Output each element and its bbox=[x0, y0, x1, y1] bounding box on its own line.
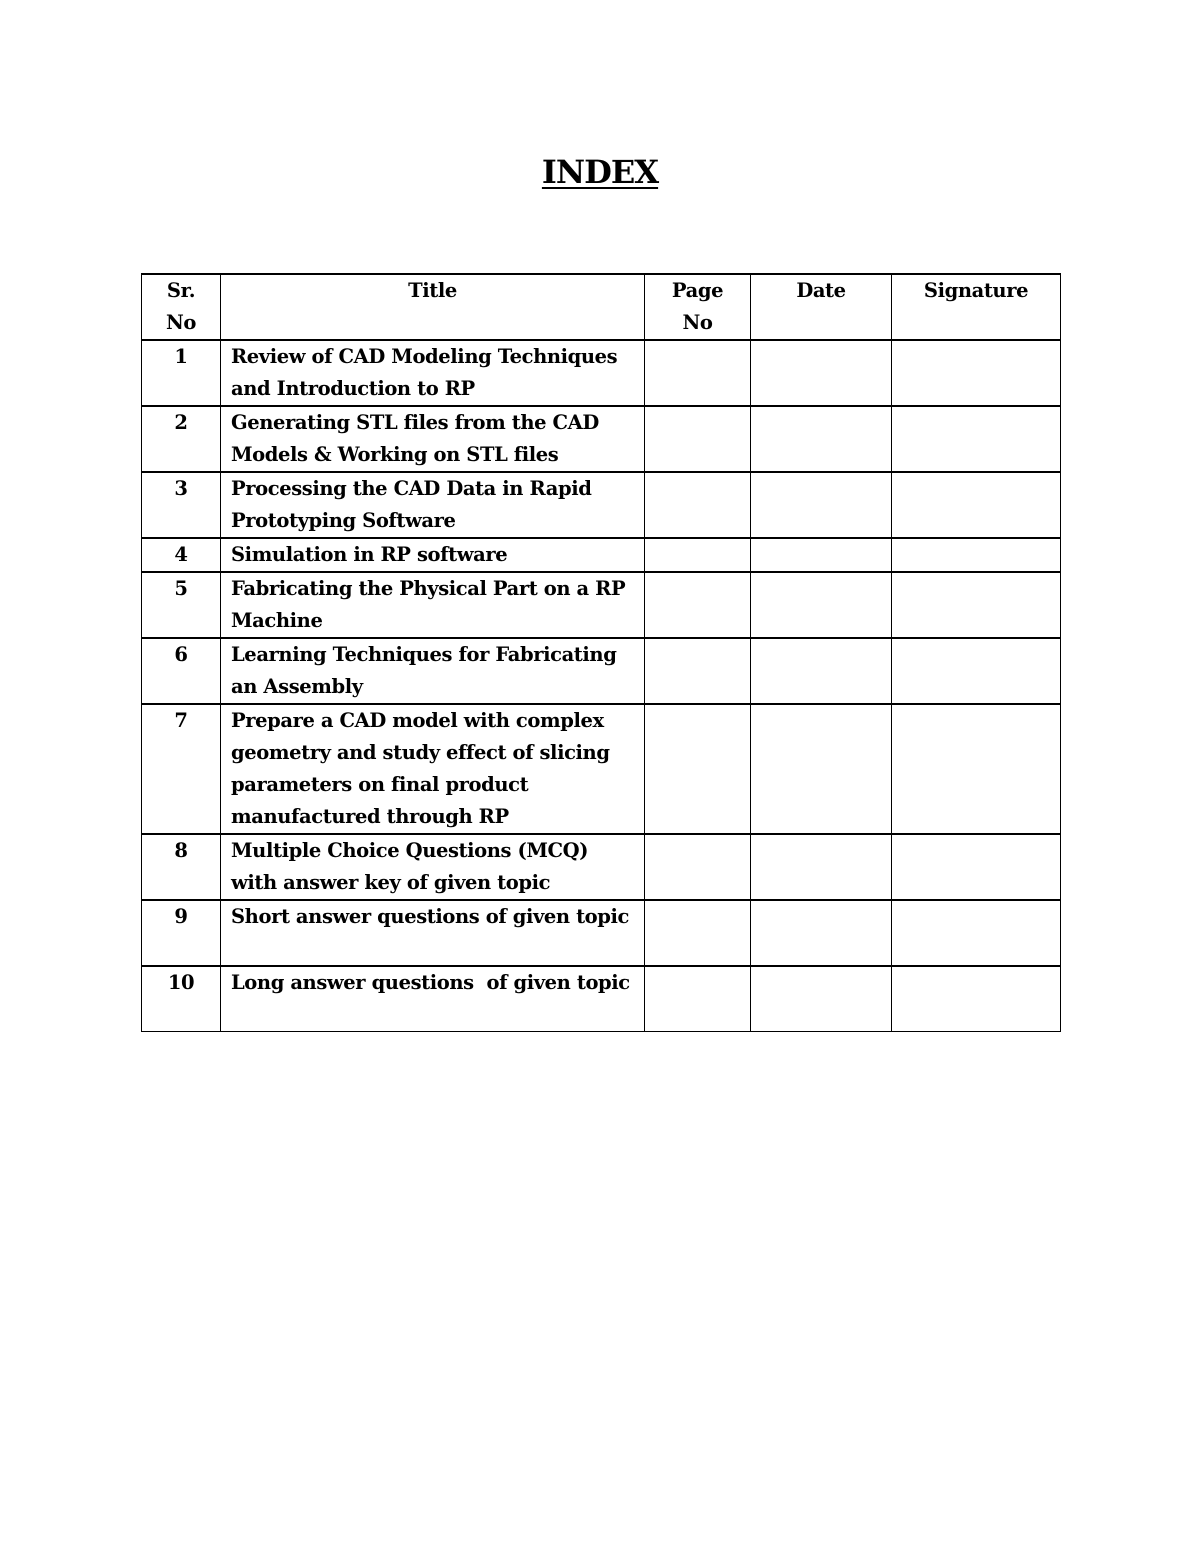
cell-sr-no: 10 bbox=[142, 966, 221, 1032]
cell-signature bbox=[892, 966, 1061, 1032]
cell-title: Generating STL files from the CAD Models & Working on STL files bbox=[221, 406, 645, 472]
cell-signature bbox=[892, 704, 1061, 834]
cell-date bbox=[751, 538, 892, 572]
cell-signature bbox=[892, 340, 1061, 406]
cell-sr-no: 9 bbox=[142, 900, 221, 966]
cell-page-no bbox=[645, 638, 751, 704]
cell-date bbox=[751, 966, 892, 1032]
page-title bbox=[0, 150, 1200, 194]
cell-sr-no: 1 bbox=[142, 340, 221, 406]
cell-title: Prepare a CAD model with complex geometry and study effect of slicing parameters on final product manufactured through RP bbox=[221, 704, 645, 834]
cell-title: Short answer questions of given topic bbox=[221, 900, 645, 966]
header-sr-no: Sr. No bbox=[142, 274, 221, 340]
cell-date bbox=[751, 572, 892, 638]
cell-sr-no: 5 bbox=[142, 572, 221, 638]
cell-title: Simulation in RP software bbox=[221, 538, 645, 572]
table-row bbox=[142, 834, 1061, 900]
header-page-no: Page No bbox=[645, 274, 751, 340]
cell-page-no bbox=[645, 406, 751, 472]
cell-title: Review of CAD Modeling Techniques and Introduction to RP bbox=[221, 340, 645, 406]
table-row bbox=[142, 572, 1061, 638]
cell-sr-no: 8 bbox=[142, 834, 221, 900]
page-title-text: INDEX bbox=[541, 153, 659, 191]
index-table bbox=[141, 273, 1061, 1032]
header-signature: Signature bbox=[892, 274, 1061, 340]
cell-date bbox=[751, 406, 892, 472]
cell-page-no bbox=[645, 538, 751, 572]
cell-date bbox=[751, 472, 892, 538]
cell-sr-no: 2 bbox=[142, 406, 221, 472]
cell-page-no bbox=[645, 704, 751, 834]
cell-signature bbox=[892, 538, 1061, 572]
cell-date bbox=[751, 900, 892, 966]
cell-date bbox=[751, 340, 892, 406]
header-row bbox=[142, 274, 1061, 340]
cell-page-no bbox=[645, 472, 751, 538]
table-row bbox=[142, 966, 1061, 1032]
table-row bbox=[142, 406, 1061, 472]
table-row bbox=[142, 704, 1061, 834]
table-row bbox=[142, 638, 1061, 704]
cell-signature bbox=[892, 406, 1061, 472]
cell-page-no bbox=[645, 340, 751, 406]
cell-sr-no: 3 bbox=[142, 472, 221, 538]
cell-page-no bbox=[645, 572, 751, 638]
cell-title: Learning Techniques for Fabricating an Assembly bbox=[221, 638, 645, 704]
cell-sr-no: 7 bbox=[142, 704, 221, 834]
index-table-header bbox=[142, 274, 1061, 340]
cell-date bbox=[751, 834, 892, 900]
cell-date bbox=[751, 638, 892, 704]
cell-date bbox=[751, 704, 892, 834]
cell-title: Multiple Choice Questions (MCQ) with answer key of given topic bbox=[221, 834, 645, 900]
cell-signature bbox=[892, 572, 1061, 638]
cell-sr-no: 4 bbox=[142, 538, 221, 572]
table-row bbox=[142, 340, 1061, 406]
cell-signature bbox=[892, 638, 1061, 704]
cell-page-no bbox=[645, 834, 751, 900]
cell-sr-no: 6 bbox=[142, 638, 221, 704]
table-row bbox=[142, 538, 1061, 572]
cell-signature bbox=[892, 900, 1061, 966]
cell-page-no bbox=[645, 966, 751, 1032]
header-title: Title bbox=[221, 274, 645, 340]
cell-page-no bbox=[645, 900, 751, 966]
cell-title: Fabricating the Physical Part on a RP Machine bbox=[221, 572, 645, 638]
cell-signature bbox=[892, 472, 1061, 538]
table-row bbox=[142, 900, 1061, 966]
cell-title: Processing the CAD Data in Rapid Prototyping Software bbox=[221, 472, 645, 538]
index-table-body bbox=[142, 340, 1061, 1032]
table-row bbox=[142, 472, 1061, 538]
cell-signature bbox=[892, 834, 1061, 900]
header-date: Date bbox=[751, 274, 892, 340]
cell-title: Long answer questions of given topic bbox=[221, 966, 645, 1032]
